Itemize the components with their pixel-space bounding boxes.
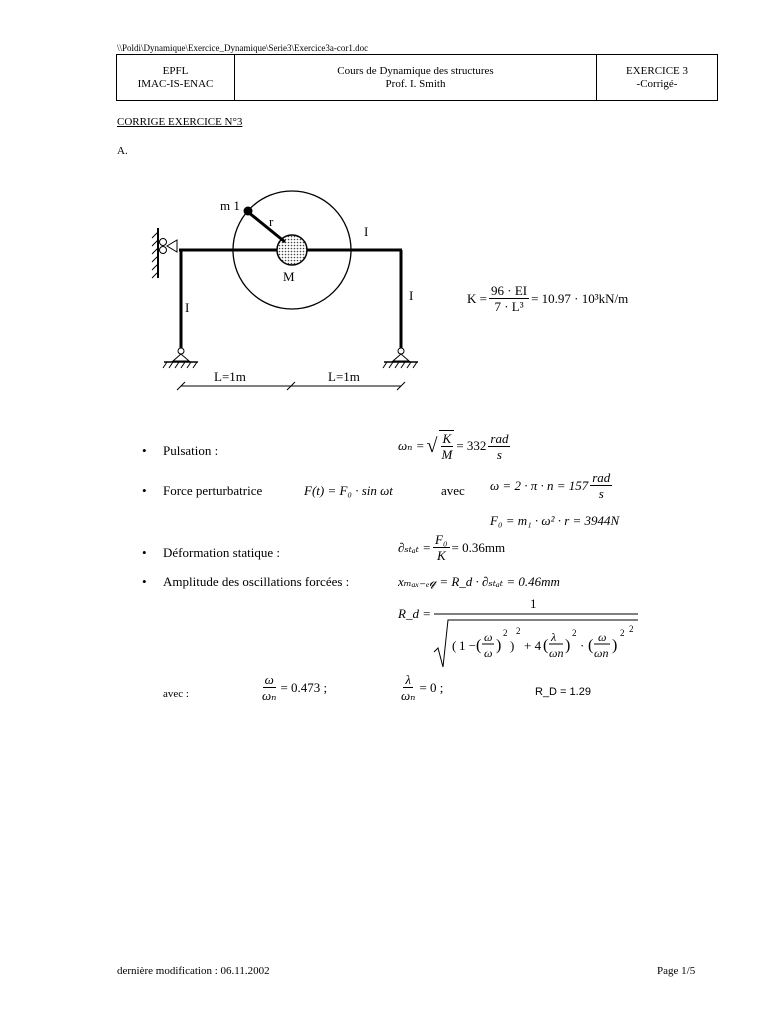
left-ground-hatch — [163, 362, 197, 368]
stiffness-rhs: = 10.97 · 10³kN/m — [531, 290, 629, 306]
pulsation-den: M — [441, 447, 453, 462]
svg-text:(: ( — [452, 638, 457, 653]
pulsation-unit — [488, 431, 510, 462]
deformation-formula — [398, 532, 505, 563]
header-left-line1: EPFL — [162, 64, 189, 77]
footer-last-modified: dernière modification : 06.11.2002 — [117, 965, 270, 977]
page-title: CORRIGE EXERCICE N°3 — [117, 116, 243, 128]
right-pin — [398, 348, 404, 354]
ratio2-den: ωₙ — [401, 688, 416, 703]
header-right — [597, 55, 718, 101]
svg-text:ω: ω — [484, 646, 493, 660]
I-right-label: I — [409, 288, 414, 303]
ratio1-formula — [258, 672, 327, 703]
stiffness-num: 96 · EI — [490, 283, 528, 298]
stiffness-formula — [467, 283, 628, 314]
m1-label: m 1 — [220, 198, 240, 213]
svg-text:): ) — [496, 637, 502, 654]
pulsation-formula — [398, 430, 512, 462]
pulsation-unit-num: rad — [490, 430, 509, 446]
f0-equation: F₀ = m₁ · ω² · r = 3944N — [490, 513, 620, 528]
stiffness-lhs: K = — [467, 290, 487, 306]
rd-denominator — [432, 612, 642, 670]
omega-unit-num: rad — [592, 470, 611, 485]
bullet-pulsation: • — [142, 443, 147, 458]
eccentric-arm — [248, 212, 285, 242]
ratio1-value: = 0.473 ; — [280, 679, 328, 695]
omega-unit — [590, 470, 612, 501]
roller-support — [167, 240, 177, 252]
amplitude-label: Amplitude des oscillations forcées : — [163, 574, 350, 589]
right-pin-support — [393, 354, 409, 361]
svg-text:2: 2 — [572, 628, 577, 638]
omega-formula — [490, 470, 614, 501]
header-right-line2: -Corrigé- — [636, 77, 678, 90]
ratio1-num: ω — [264, 672, 274, 687]
file-path: \\Poldi\Dynamique\Exercice_Dynamique\Serie3\Exercice3a-cor1.doc — [117, 43, 369, 53]
avec-label: avec : — [163, 688, 189, 700]
deformation-num: F₀ — [435, 532, 448, 547]
r-label: r — [269, 214, 274, 229]
svg-text:): ) — [565, 637, 571, 654]
deformation-value: = 0.36mm — [451, 539, 506, 555]
pulsation-value: = 332 — [456, 438, 487, 453]
deformation-fraction — [433, 532, 449, 563]
amplitude-equation: xₘₐₓ₋ₑ𝓆 = R_d · ∂ₛₜₐₜ = 0.46mm — [398, 574, 560, 589]
omega-unit-den: s — [598, 486, 604, 501]
L-right-label: L=1m — [328, 369, 360, 384]
mass-m1 — [244, 207, 253, 216]
left-pin-support — [173, 354, 189, 361]
roller-bottom — [160, 247, 167, 254]
deformation-lhs: ∂ₛₜₐₜ = — [398, 539, 432, 555]
svg-text:(: ( — [543, 637, 549, 654]
bullet-amplitude: • — [142, 574, 147, 589]
frame-diagram — [140, 190, 440, 405]
ratio1-fraction — [260, 672, 278, 703]
pulsation-unit-den: s — [496, 446, 502, 462]
ratio2-value: = 0 ; — [419, 679, 444, 695]
svg-text:+ 4: + 4 — [524, 638, 542, 653]
left-pin — [178, 348, 184, 354]
svg-text:(: ( — [588, 637, 594, 654]
force-avec: avec — [441, 483, 465, 498]
header-right-line1: EXERCICE 3 — [625, 64, 689, 77]
svg-text:2: 2 — [620, 628, 625, 638]
svg-text:λ: λ — [551, 630, 557, 644]
deformation-den: K — [436, 548, 446, 563]
svg-text:1 −: 1 − — [459, 638, 477, 653]
pulsation-label: Pulsation : — [163, 443, 219, 458]
svg-text:ωn: ωn — [594, 646, 609, 660]
svg-text:2: 2 — [503, 628, 508, 638]
force-equation: F(t) = F₀ · sin ωt — [304, 483, 393, 498]
rd-numerator: 1 — [530, 596, 537, 611]
pulsation-lhs: ωₙ = — [398, 438, 425, 453]
deformation-label: Déformation statique : — [163, 545, 280, 560]
svg-text:2: 2 — [629, 624, 634, 634]
ratio2-formula — [397, 672, 443, 703]
bullet-force: • — [142, 483, 147, 498]
pulsation-fraction — [439, 430, 454, 462]
L-left-label: L=1m — [214, 369, 246, 384]
svg-text:2: 2 — [516, 626, 521, 636]
header-left — [117, 55, 235, 101]
roller-top — [160, 239, 167, 246]
ratio1-den: ωₙ — [262, 688, 277, 703]
header-center-line1: Cours de Dynamique des structures — [337, 64, 494, 77]
omega-equation: ω = 2 · π · n = 157 — [490, 477, 589, 493]
stiffness-den: 7 · L³ — [494, 299, 524, 314]
stiffness-fraction — [489, 283, 529, 314]
ratio2-num: λ — [405, 672, 412, 687]
I-top-label: I — [364, 224, 369, 239]
header-center-line2: Prof. I. Smith — [385, 77, 446, 90]
svg-text:): ) — [612, 637, 618, 654]
svg-text:(: ( — [476, 637, 482, 654]
svg-text:): ) — [510, 638, 515, 653]
force-label: Force perturbatrice — [163, 483, 263, 498]
header-center — [235, 55, 597, 101]
svg-text:·: · — [580, 638, 585, 653]
section-label: A. — [117, 145, 128, 157]
svg-text:ω: ω — [598, 630, 607, 644]
ratio2-fraction — [399, 672, 417, 703]
header-table — [116, 54, 718, 101]
pulsation-num: K — [442, 431, 452, 446]
right-ground-hatch — [383, 362, 417, 368]
sqrt-icon: √ — [426, 434, 438, 457]
I-left-label: I — [185, 300, 190, 315]
bullet-deformation: • — [142, 545, 147, 560]
svg-text:ω: ω — [484, 630, 493, 644]
M-label: M — [283, 269, 295, 284]
svg-text:ωn: ωn — [549, 646, 564, 660]
header-left-line2: IMAC-IS-ENAC — [137, 77, 214, 90]
rd-result: R_D = 1.29 — [535, 686, 591, 698]
footer-page-number: Page 1/5 — [657, 965, 696, 977]
rd-lhs: R_d = — [398, 606, 431, 621]
